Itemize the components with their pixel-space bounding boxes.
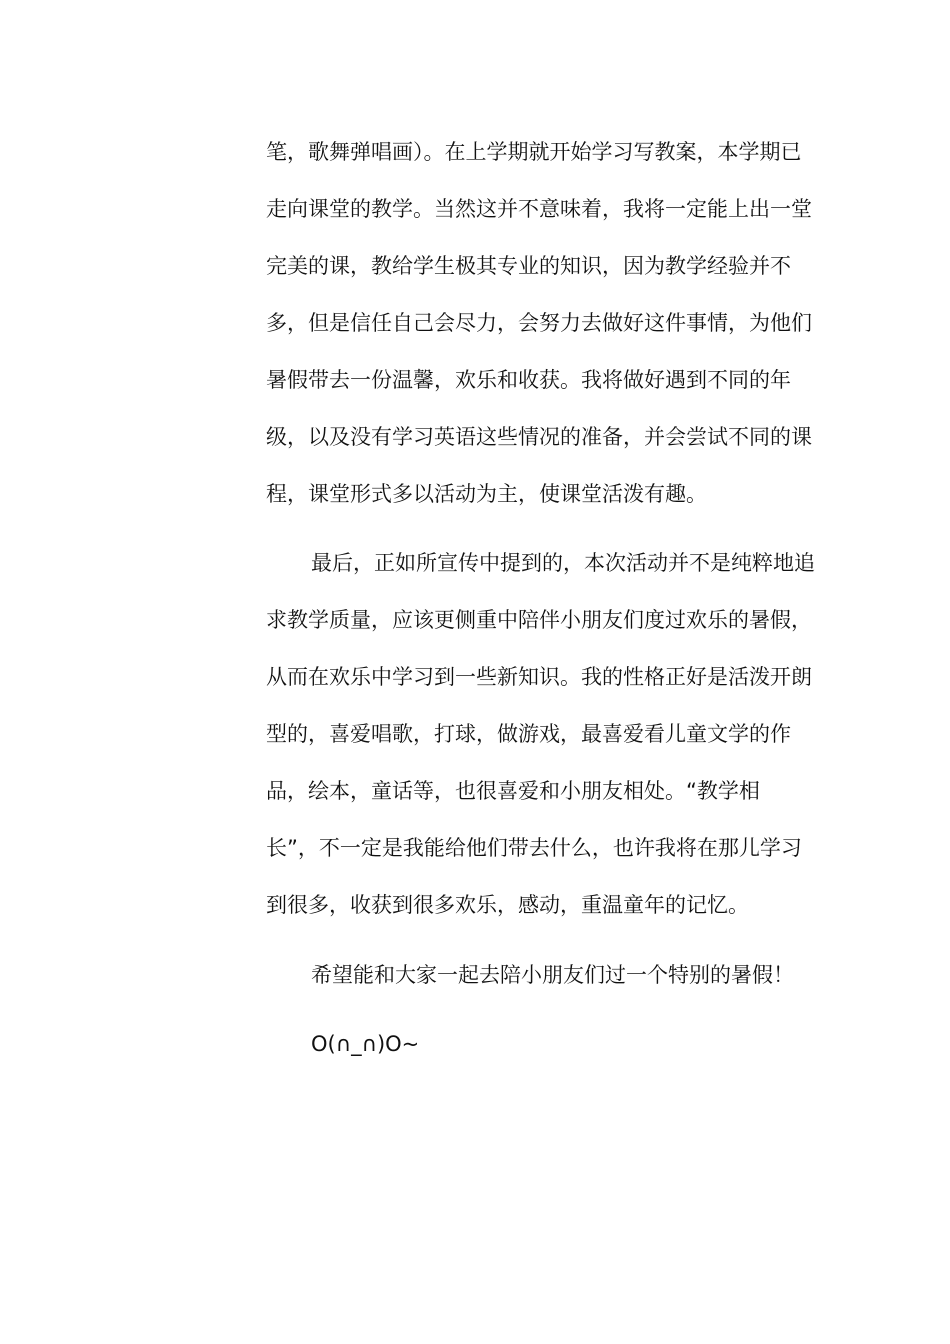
text-line: 暑假带去一份温馨，欢乐和收获。我将做好遇到不同的年 <box>266 368 791 392</box>
text-line: 长”，不一定是我能给他们带去什么，也许我将在那儿学习 <box>266 836 802 860</box>
paragraph-3 <box>266 947 868 1004</box>
text-line: 品，绘本，童话等，也很喜爱和小朋友相处。“教学相 <box>266 779 760 803</box>
emoticon-line: O(∩_∩)O~ <box>311 1032 420 1056</box>
text-line: 型的，喜爱唱歌，打球，做游戏，最喜爱看儿童文学的作 <box>266 722 791 746</box>
paragraph-4 <box>266 1016 868 1073</box>
text-line: 级，以及没有学习英语这些情况的准备，并会尝试不同的课 <box>266 425 812 449</box>
text-line: 走向课堂的教学。当然这并不意味着，我将一定能上出一堂 <box>266 197 812 221</box>
text-line: 最后，正如所宣传中提到的，本次活动并不是纯粹地追 <box>311 551 815 575</box>
text-line: 完美的课，教给学生极其专业的知识，因为教学经验并不 <box>266 254 791 278</box>
text-line: 求教学质量，应该更侧重中陪伴小朋友们度过欢乐的暑假， <box>266 608 812 632</box>
text-line: 从而在欢乐中学习到一些新知识。我的性格正好是活泼开朗 <box>266 665 812 689</box>
closing-line: 希望能和大家一起去陪小朋友们过一个特别的暑假！ <box>311 963 794 987</box>
paragraph-2 <box>266 535 868 934</box>
text-line: 多，但是信任自己会尽力，会努力去做好这件事情，为他们 <box>266 311 812 335</box>
text-line: 程，课堂形式多以活动为主，使课堂活泼有趣。 <box>266 482 707 506</box>
text-line: 到很多，收获到很多欢乐，感动，重温童年的记忆。 <box>266 893 749 917</box>
text-line: 笔，歌舞弹唱画）。在上学期就开始学习写教案，本学期已 <box>266 140 802 164</box>
paragraph-1 <box>266 124 868 523</box>
